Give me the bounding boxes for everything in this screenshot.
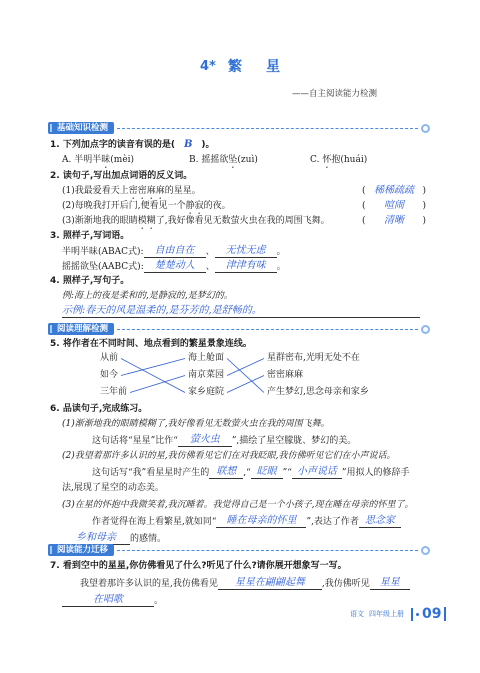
- lesson-subtitle: ——自主阅读能力检测: [292, 89, 378, 99]
- item-number: (3): [62, 216, 75, 226]
- option-pinyin: (mèi): [110, 155, 135, 165]
- section-reading-header: [48, 323, 430, 335]
- option-label: C.: [310, 155, 320, 165]
- option-dotted-char: 坠: [228, 155, 238, 165]
- q3-answer-blank: 津津有味: [215, 260, 277, 273]
- q1-option-a: [62, 154, 134, 171]
- q1-option-b: [189, 154, 258, 171]
- place-item: 南京菜园: [188, 370, 225, 380]
- scene-item: 密密麻麻: [267, 370, 304, 380]
- answer-text: ”,表达了作者: [306, 517, 359, 527]
- answer-text: ”用拟人的修辞手: [341, 468, 410, 478]
- option-label: B.: [189, 155, 199, 165]
- option-pinyin: (zuì): [237, 155, 258, 165]
- q5-stem: 5. 将作者在不同时间、地点看到的繁星景象连线。: [50, 339, 252, 349]
- time-item: 三年前: [100, 387, 128, 397]
- q6-answer-2: [92, 466, 409, 479]
- footer-divider: [411, 608, 413, 621]
- footer-subject: 语文: [350, 610, 364, 618]
- q2-answer-1: 稀稀疏疏: [374, 185, 414, 196]
- answer-text: 的感情。: [130, 534, 167, 544]
- q7-answer-blank: 星星在翩翩起舞: [218, 577, 322, 590]
- answer-text: 作者觉得在海上看繁星,就如同“: [92, 517, 217, 527]
- q6-passage-2: (2)我望着那许多认识的星,我仿佛看见它们在对我眨眼,我仿佛听见它们在小声说话。: [62, 451, 396, 461]
- option-dotted-char: 怀: [322, 155, 332, 165]
- answer-text: 我望着那许多认识的星,我仿佛看见: [80, 579, 218, 589]
- q1-stem: [50, 139, 215, 151]
- match-line: [227, 359, 264, 393]
- footer-bullet-icon: [416, 613, 419, 616]
- item-number: (1): [62, 186, 75, 196]
- end-mark: 。: [276, 247, 286, 257]
- q6-answer-blank: 乡和母亲: [62, 532, 130, 545]
- answer-text: 。: [154, 596, 164, 606]
- section-end-circle-icon: [421, 325, 430, 334]
- option-dotted-char: 昧: [101, 155, 111, 165]
- lesson-number: 4*: [200, 59, 216, 74]
- q7-answer: [80, 577, 410, 590]
- q2-stem: 2. 读句子,写出加点词语的反义词。: [50, 171, 193, 181]
- q2-answer-2-box: [362, 200, 426, 212]
- q4-answer: 示例:春天的风是温柔的,是芬芳的,是舒畅的。: [62, 305, 420, 318]
- paren-close: ): [422, 201, 426, 211]
- footer-edge-bar: [444, 607, 446, 621]
- sentence-text: 的夜。: [203, 201, 231, 211]
- scene-item: 产生梦幻,思念母亲和家乡: [267, 387, 369, 397]
- option-word: 抱: [331, 155, 341, 165]
- q3-row-1: [62, 245, 286, 258]
- q4-stem: 4. 照样子,写句子。: [50, 276, 130, 286]
- q3-answer-blank: 无忧无虑: [215, 245, 277, 258]
- q6-answer-blank: 联想: [209, 466, 243, 479]
- q3-prompt: 摇摇欲坠(AABC式):: [62, 262, 144, 272]
- q6-stem: 6. 品读句子,完成练习。: [50, 404, 148, 414]
- q6-answer-blank: 睡在母亲的怀里: [216, 515, 306, 528]
- page-number: 09: [422, 606, 442, 622]
- answer-text: ”,描绘了星空朦胧、梦幻的美。: [231, 436, 357, 446]
- section-basic-label: 基础知识检测: [48, 122, 114, 134]
- match-line: [121, 359, 185, 393]
- section-divider: [117, 329, 418, 330]
- match-line: [227, 376, 264, 393]
- paren-open: (: [362, 201, 366, 211]
- page-footer: [350, 606, 446, 622]
- q4-example: 例:海上的夜是柔和的,是静寂的,是梦幻的。: [62, 291, 233, 301]
- q7-answer-blank: 在唱歌: [62, 594, 154, 607]
- place-item: 家乡庭院: [188, 387, 225, 397]
- match-line: [227, 359, 264, 376]
- q3-answer-blank: 自由自在: [144, 245, 206, 258]
- lesson-title-char-2: 星: [266, 59, 280, 75]
- option-label: A.: [62, 155, 72, 165]
- section-end-circle-icon: [421, 124, 430, 133]
- q1-answer: B: [183, 139, 193, 150]
- sentence-text: 了,我好像看见无数萤火虫在我的周围飞舞。: [155, 216, 330, 226]
- q2-answer-3-box: [362, 215, 426, 227]
- lesson-title-char-1: 繁: [228, 59, 242, 75]
- q6-answer-blank: 思念家: [359, 515, 401, 528]
- separator: 、: [205, 247, 215, 257]
- section-reading-label: 阅读理解检测: [48, 323, 114, 335]
- paren-close: ): [422, 186, 426, 196]
- answer-text: ,我仿佛听见: [321, 579, 370, 589]
- dotted-word: 模糊: [137, 216, 156, 226]
- q6-answer-3: [92, 515, 401, 528]
- section-basic-header: [48, 122, 430, 134]
- option-pinyin: (huái): [340, 155, 368, 165]
- end-mark: 。: [276, 262, 286, 272]
- q1-stem-end: )。: [201, 140, 215, 150]
- option-word: 摇摇欲: [201, 155, 229, 165]
- scene-column: [267, 350, 369, 401]
- answer-text: ,“: [243, 468, 251, 478]
- q1-option-c: [310, 154, 367, 171]
- q2-answer-3: 清晰: [384, 215, 404, 226]
- item-number: (2): [62, 201, 75, 211]
- paren-close: ): [422, 216, 426, 226]
- q3-answer-blank: 楚楚动人: [144, 260, 206, 273]
- separator: 、: [205, 262, 215, 272]
- sentence-text: 每晚我打开后门,便看见一个: [74, 201, 186, 211]
- section-transfer-header: [48, 544, 430, 556]
- q3-row-2: [62, 260, 286, 273]
- q2-answer-1-box: [362, 185, 426, 197]
- time-item: 如今: [100, 370, 119, 380]
- place-column: [188, 350, 224, 401]
- paren-open: (: [362, 216, 366, 226]
- section-end-circle-icon: [421, 546, 430, 555]
- answer-text: ”“: [282, 468, 292, 478]
- dotted-word: 静寂: [185, 201, 204, 211]
- matching-area: [95, 350, 395, 402]
- section-divider: [117, 128, 418, 129]
- footer-grade: 四年级上册: [369, 610, 404, 618]
- q6-answer-2-cont: 法,展现了星空的动态美。: [62, 483, 164, 493]
- sentence-text: 渐渐地我的眼睛: [74, 216, 138, 226]
- option-word: 半明半: [74, 155, 102, 165]
- q7-answer-blank: 星星: [370, 577, 410, 590]
- place-item: 海上舱面: [188, 353, 225, 363]
- q6-answer-blank: 眨眼: [251, 466, 283, 479]
- q2-answer-2: 喧闹: [384, 200, 404, 211]
- q3-stem: 3. 照样子,写词语。: [50, 231, 130, 241]
- q6-answer-blank: 小声说话: [292, 466, 342, 479]
- q6-passage-3: (3)在星的怀抱中我微笑着,我沉睡着。我觉得自己是一个小孩子,现在睡在母亲的怀里了。: [62, 500, 414, 510]
- answer-text: 这句话写“我”看星星时产生的: [92, 468, 210, 478]
- q6-answer-1: [92, 434, 356, 447]
- sentence-text: 的星星。: [164, 186, 201, 196]
- dotted-word: 密密麻麻: [128, 186, 165, 196]
- q6-answer-blank: 萤火虫: [178, 434, 232, 447]
- match-line: [121, 359, 185, 376]
- scene-item: 星群密布,光明无处不在: [267, 353, 360, 363]
- q7-stem: 7. 看到空中的星星,你仿佛看见了什么?听见了什么?请你展开想象写一写。: [50, 561, 347, 571]
- section-transfer-label: 阅读能力迁移: [48, 544, 114, 556]
- q7-answer-cont: [62, 594, 163, 607]
- time-column: [100, 350, 127, 401]
- paren-open: (: [362, 186, 366, 196]
- q6-passage-1: (1)渐渐地我的眼睛模糊了,我好像看见无数萤火虫在我的周围飞舞。: [62, 419, 330, 429]
- time-item: 从前: [100, 353, 119, 363]
- section-divider: [117, 550, 418, 551]
- q1-stem-text: 1. 下列加点字的读音有误的是(: [50, 140, 175, 150]
- q3-prompt: 半明半昧(ABAC式):: [62, 247, 144, 257]
- answer-text: 这句话将“星星”比作“: [92, 436, 178, 446]
- sentence-text: 我最爱看天上: [74, 186, 129, 196]
